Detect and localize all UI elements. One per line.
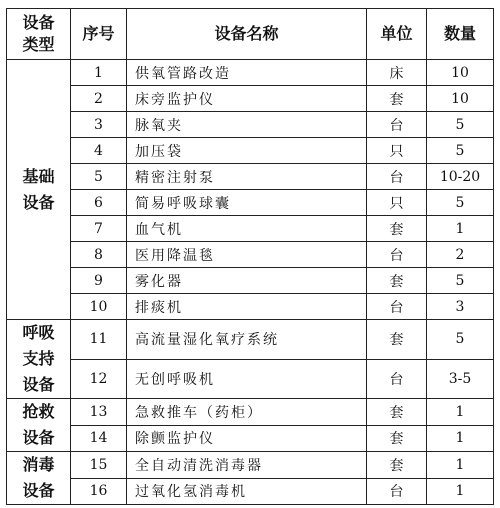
qty-cell: 5 — [427, 320, 494, 360]
seq-cell: 9 — [71, 268, 127, 294]
seq-cell: 14 — [71, 425, 127, 452]
qty-cell: 1 — [427, 478, 494, 505]
unit-cell: 套 — [367, 216, 427, 242]
category-line: 设备 — [22, 481, 55, 500]
seq-cell: 10 — [71, 294, 127, 320]
table-row — [7, 138, 494, 164]
seq-cell: 4 — [71, 138, 127, 164]
qty-cell: 3 — [427, 294, 494, 320]
qty-cell: 3-5 — [427, 359, 494, 399]
qty-cell: 5 — [427, 138, 494, 164]
unit-cell: 套 — [367, 399, 427, 426]
seq-cell: 5 — [71, 164, 127, 190]
unit-cell: 床 — [367, 60, 427, 86]
name-cell: 精密注射泵 — [127, 164, 367, 190]
category-line: 支持 — [22, 349, 55, 368]
table-row — [7, 164, 494, 190]
table-row — [7, 478, 494, 505]
unit-cell: 只 — [367, 138, 427, 164]
category-line: 基础 — [22, 166, 55, 186]
name-cell: 高流量湿化氧疗系统 — [127, 320, 367, 360]
name-cell: 除颤监护仪 — [127, 425, 367, 452]
table-row — [7, 320, 494, 360]
equipment-table — [6, 8, 494, 505]
qty-cell: 1 — [427, 399, 494, 426]
unit-cell: 台 — [367, 478, 427, 505]
unit-cell: 套 — [367, 268, 427, 294]
seq-cell: 7 — [71, 216, 127, 242]
table-row — [7, 60, 494, 86]
seq-cell: 3 — [71, 112, 127, 138]
seq-cell: 11 — [71, 320, 127, 360]
header-type-line2: 类型 — [22, 35, 55, 54]
table-row — [7, 452, 494, 479]
qty-cell: 5 — [427, 190, 494, 216]
name-cell: 脉氧夹 — [127, 112, 367, 138]
header-type-line1: 设备 — [22, 13, 55, 32]
unit-cell: 台 — [367, 112, 427, 138]
unit-cell: 套 — [367, 425, 427, 452]
unit-cell: 台 — [367, 242, 427, 268]
table-row — [7, 242, 494, 268]
category-cell — [7, 399, 71, 452]
name-cell: 医用降温毯 — [127, 242, 367, 268]
name-cell: 急救推车（药柜） — [127, 399, 367, 426]
name-cell: 床旁监护仪 — [127, 86, 367, 112]
seq-cell: 16 — [71, 478, 127, 505]
header-qty: 数量 — [427, 9, 494, 60]
table-row — [7, 425, 494, 452]
qty-cell: 1 — [427, 425, 494, 452]
category-cell — [7, 320, 71, 399]
table-row — [7, 190, 494, 216]
qty-cell: 10 — [427, 60, 494, 86]
qty-cell: 1 — [427, 216, 494, 242]
header-seq: 序号 — [71, 9, 127, 60]
table-row — [7, 399, 494, 426]
category-line: 设备 — [22, 192, 55, 212]
unit-cell: 台 — [367, 294, 427, 320]
table-row — [7, 86, 494, 112]
qty-cell: 5 — [427, 112, 494, 138]
header-name: 设备名称 — [127, 9, 367, 60]
category-line: 消毒 — [22, 455, 55, 474]
qty-cell: 2 — [427, 242, 494, 268]
seq-cell: 2 — [71, 86, 127, 112]
name-cell: 雾化器 — [127, 268, 367, 294]
category-line: 设备 — [22, 428, 55, 447]
seq-cell: 8 — [71, 242, 127, 268]
unit-cell: 套 — [367, 320, 427, 360]
name-cell: 简易呼吸球囊 — [127, 190, 367, 216]
seq-cell: 1 — [71, 60, 127, 86]
category-cell — [7, 60, 71, 320]
table-row — [7, 268, 494, 294]
table-row — [7, 112, 494, 138]
header-row — [7, 9, 494, 60]
name-cell: 无创呼吸机 — [127, 359, 367, 399]
table-row — [7, 216, 494, 242]
unit-cell: 只 — [367, 190, 427, 216]
unit-cell: 套 — [367, 452, 427, 479]
seq-cell: 12 — [71, 359, 127, 399]
table-row — [7, 359, 494, 399]
name-cell: 排痰机 — [127, 294, 367, 320]
category-line: 呼吸 — [22, 323, 55, 342]
name-cell: 过氧化氢消毒机 — [127, 478, 367, 505]
name-cell: 供氧管路改造 — [127, 60, 367, 86]
category-cell — [7, 452, 71, 505]
unit-cell: 台 — [367, 359, 427, 399]
table-body — [7, 60, 494, 505]
name-cell: 血气机 — [127, 216, 367, 242]
seq-cell: 13 — [71, 399, 127, 426]
qty-cell: 1 — [427, 452, 494, 479]
qty-cell: 10-20 — [427, 164, 494, 190]
seq-cell: 15 — [71, 452, 127, 479]
category-line: 设备 — [22, 375, 55, 394]
unit-cell: 台 — [367, 164, 427, 190]
name-cell: 全自动清洗消毒器 — [127, 452, 367, 479]
header-unit: 单位 — [367, 9, 427, 60]
header-type — [7, 9, 71, 60]
name-cell: 加压袋 — [127, 138, 367, 164]
seq-cell: 6 — [71, 190, 127, 216]
qty-cell: 10 — [427, 86, 494, 112]
category-line: 抢救 — [22, 402, 55, 421]
qty-cell: 5 — [427, 268, 494, 294]
unit-cell: 套 — [367, 86, 427, 112]
table-row — [7, 294, 494, 320]
